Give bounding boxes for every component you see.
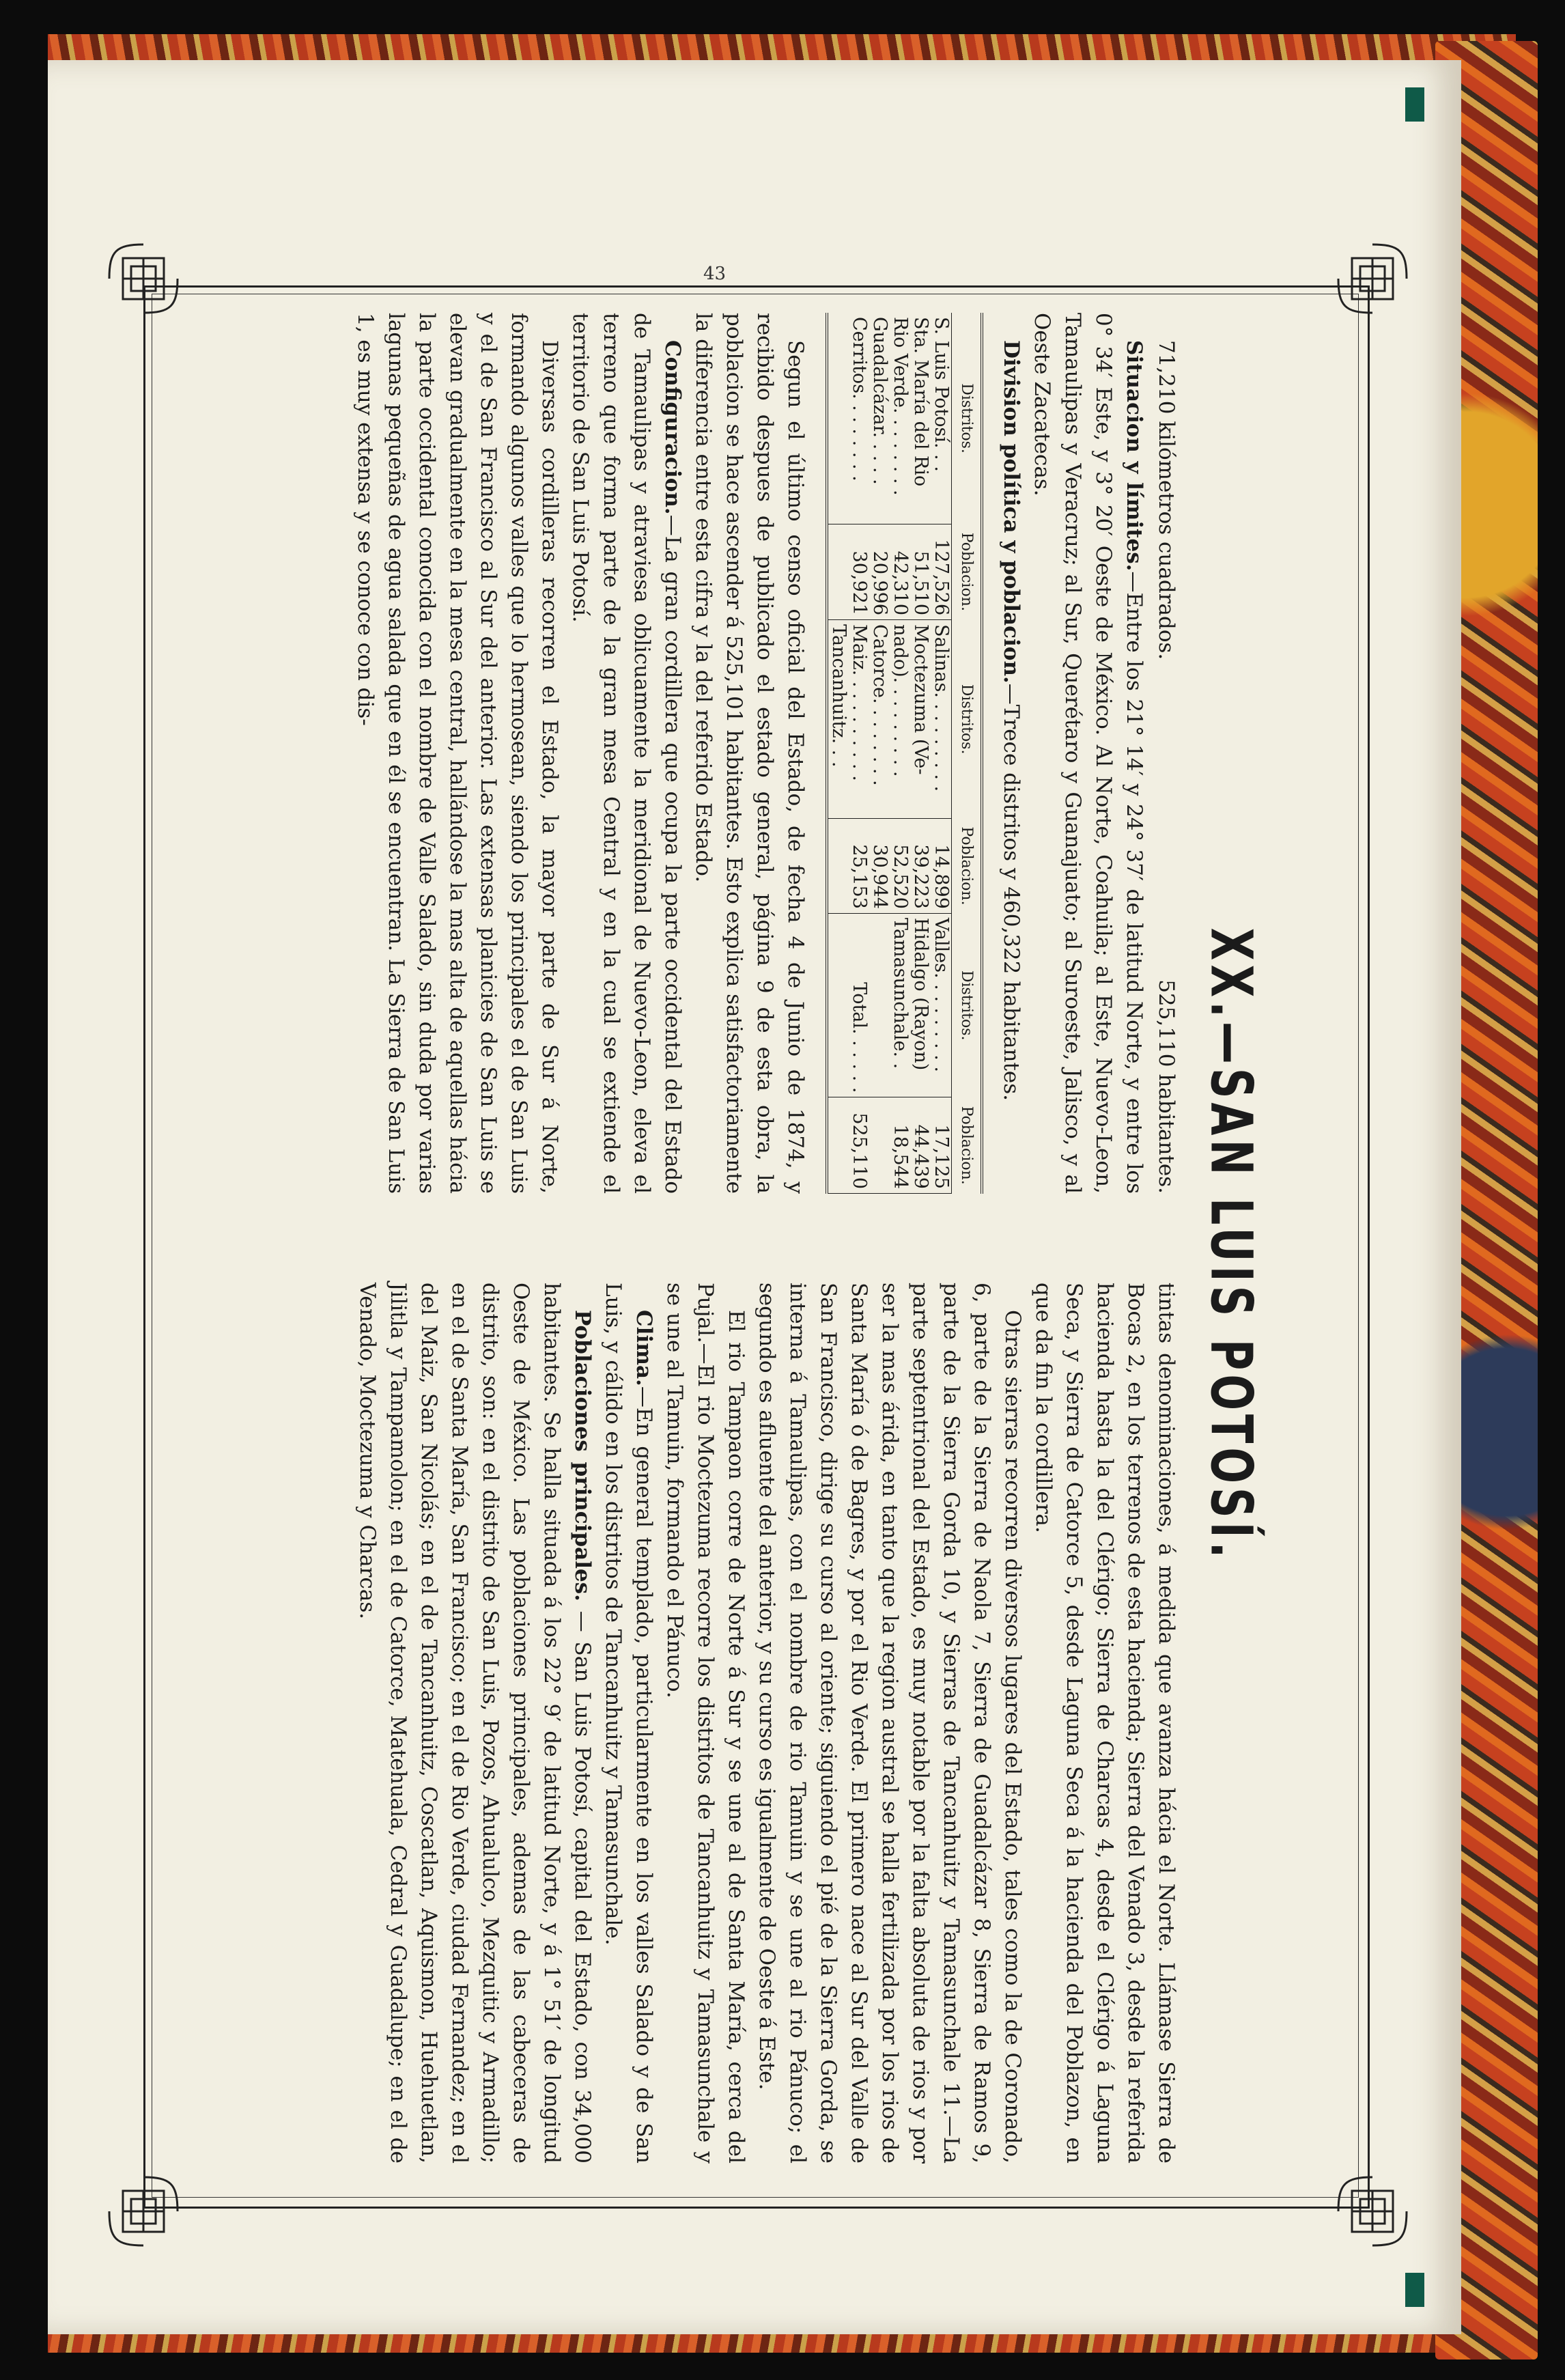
table-cell: 52,520	[890, 819, 910, 914]
paragraph	[1026, 313, 1149, 1194]
ribbon-bookmark-bottom	[1405, 2273, 1424, 2307]
table-header-cell: Distritos.	[952, 620, 983, 819]
population-table	[826, 313, 983, 1194]
table-header-cell: Poblacion.	[952, 819, 983, 914]
col2-paragraphs	[352, 1283, 1181, 2164]
table-row	[849, 313, 869, 1194]
paragraph	[688, 313, 810, 1194]
table-cell: 127,526	[931, 524, 952, 620]
table-cell: Maiz. . . . . . . . . .	[849, 624, 870, 781]
corner-ornament-bottom-left	[102, 2170, 184, 2252]
table-row	[890, 313, 910, 1194]
paragraph	[751, 1283, 1028, 2164]
paragraph-lead: Situacion y límites.	[1122, 340, 1146, 572]
paragraph-text: El rio Tampaon corre de Norte á Sur y se une al de Santa María, cerca del Pujal.—El rio Moctezuma recorre los distritos de Tancanhuitz y Tamasunchale y se une al Tamuin, formando el Pánuco.	[662, 1283, 748, 2164]
table-cell: Moctezuma (Ve-	[910, 624, 931, 775]
paragraph	[350, 313, 565, 1194]
table-row	[931, 313, 952, 1194]
table-cell: Sta. María del Rio	[910, 317, 931, 487]
table-row	[827, 313, 849, 1194]
table-cell: Total. . . . . .	[849, 982, 870, 1093]
corner-ornament-top-left	[102, 238, 184, 320]
rotated-text-block	[218, 313, 1284, 2177]
page-title: XX.—SAN LUIS POTOSÍ.	[1198, 927, 1265, 1563]
table-cell: 14,899	[931, 819, 952, 914]
paragraph	[996, 313, 1026, 1194]
table-cell	[869, 1097, 890, 1194]
table-cell: S. Luis Potosí. . .	[931, 317, 952, 472]
ribbon-bookmark-top	[1405, 87, 1424, 122]
col1-paragraphs-b	[350, 313, 810, 1194]
table-header-cell: Poblacion.	[952, 524, 983, 620]
table-body	[827, 313, 952, 1194]
table-header-cell: Poblacion.	[952, 1097, 983, 1194]
paragraph-lead: Division política y poblacion.	[999, 340, 1024, 684]
paragraph	[659, 1283, 751, 2164]
paragraph-lead: Clima.	[632, 1310, 656, 1386]
area-line	[1151, 313, 1181, 1194]
table-cell: 30,944	[869, 819, 890, 914]
corner-ornament-top-right	[1331, 238, 1413, 320]
paragraph	[565, 313, 688, 1194]
table-cell: Tancanhuitz. . .	[828, 624, 849, 768]
paragraph	[597, 1283, 659, 2164]
table-cell: Tamasunchale. .	[890, 917, 911, 1069]
table-cell: Guadalcázar. . . . .	[869, 317, 890, 485]
paragraph-text: —Entre los 21° 14′ y 24° 37′ de latitud Norte, y entre los 0° 34′ Este, y 3° 20′ Oeste de México. Al Norte, Coahuila; al Este, Nuevo-Leon, Tamaulipas y Veracruz; al Sur, Querétaro y Guanajuato; al Suroeste, Jalisco, y al Oeste Zacatecas.	[1030, 313, 1146, 1194]
table-cell	[869, 913, 890, 1097]
paragraph-text: Segun el último censo oficial del Estado, de fecha 4 de Junio de 1874, y recibido despues de publicado el estado general, página 9 de esta obra, la poblacion se hace ascender á 525,101 habitantes. Esto explica satisfactoriamente la diferencia entre esta cifra y la del referido Estado.	[691, 313, 808, 1194]
table-cell: Rio Verde. . . . . . . .	[890, 317, 911, 496]
table-row	[869, 313, 890, 1194]
paragraph-text: — San Luis Potosí, capital del Estado, con 34,000 habitantes. Se halla situada á los 22° 9′ de latitud Norte, y á 1° 51′ de longitud Oeste de México. Las poblaciones principales, ademas de las cabeceras de distrito, son: en el distrito de San Luis, Pozos, Ahualulco, Mezquitic y Armadillo; en el de Santa María, San Francisco; en el de Rio Verde, ciudad Fernandez; en el del Maiz, San Nicolás; en el de Tancanhuitz, Coscatlan, Aquismon, Huehuetlan, Jilitla y Tampamolon; en el de Catorce, Matehuala, Cedral y Guadalupe; en el de Venado, Moctezuma y Charcas.	[355, 1283, 595, 2164]
table-cell: nado). . . . . . . . .	[890, 624, 911, 777]
table-cell: 20,996	[869, 524, 890, 620]
table-cell: 18,544	[890, 1097, 910, 1194]
paragraph	[1028, 1283, 1181, 2164]
table-cell: 44,439	[910, 1097, 931, 1194]
population-value: 525,110 habitantes.	[1154, 979, 1179, 1194]
table-cell: Cerritos. . . . . . . .	[849, 317, 870, 481]
page-number: 43	[703, 264, 727, 284]
paragraph-text: —La gran cordillera que ocupa la parte occidental del Estado de Tamaulipas y atraviesa oblicuamente la meridional de Nuevo-Leon, eleva el terreno que forma parte de la gran mesa Central y en la cual se extiende el territorio de San Luis Potosí.	[568, 313, 685, 1194]
table-cell	[827, 313, 849, 524]
paragraph-text: —En general templado, particularmente en los valles Salado y de San Luis, y cálido en los distritos de Tancanhuitz y Tamasunchale.	[601, 1283, 656, 2164]
table-cell: 525,110	[849, 1097, 869, 1194]
right-column	[352, 1283, 1181, 2164]
table-cell	[827, 1097, 849, 1194]
paragraph-lead: Poblaciones principales.	[570, 1310, 595, 1601]
left-column	[350, 313, 1181, 1194]
paragraph	[352, 1283, 597, 2164]
table-cell: Valles. . . . . . . . .	[931, 917, 952, 1073]
table-header-cell: Distritos.	[952, 313, 983, 524]
table-cell: Catorce. . . . . . . .	[869, 624, 890, 786]
table-cell: 51,510	[910, 524, 931, 620]
table-cell	[827, 524, 849, 620]
table-cell	[827, 913, 849, 1097]
table-cell: 30,921	[849, 524, 869, 620]
paragraph-text: —Trece distritos y 460,322 habitantes.	[999, 683, 1024, 1102]
table-cell: Salinas. . . . . . . . .	[931, 624, 952, 792]
table-header-row	[952, 313, 983, 1194]
area-value: 71,210 kilómetros cuadrados.	[1154, 340, 1179, 660]
paragraph-text: Otras sierras recorren diversos lugares del Estado, tales como la de Coronado, 6, parte de la Sierra de Naola 7, Sierra de Guadalcázar 8, Sierra de Ramos 9, parte de la Sierra Gorda 10, y Sierras de Tancanhuitz y Tamasunchale 11.—La parte septentrional del Estado, es muy notable por la falta absoluta de rios y por ser la mas árida, en tanto que la region austral se halla fertilizada por los rios de Santa María ó de Bagres, y por el Rio Verde. El primero nace al Sur del Valle de San Francisco, dirige su curso al oriente; siguiendo el pié de la Sierra Gorda, se interna á Tamaulipas, con el nombre de rio Tamuin y se une al rio Pánuco; el segundo es afluente del anterior, y su curso es igualmente de Oeste á Este.	[755, 1283, 1025, 2164]
paragraph-text: tintas denominaciones, á medida que avanza hácia el Norte. Llámase Sierra de Bocas 2, en los terrenos de esta hacienda; Sierra del Venado 3, desde la referida hacienda hasta la del Clérigo; Sierra de Charcas 4, desde el Clérigo á Laguna Seca, y Sierra de Catorce 5, desde Laguna Seca á la hacienda del Poblazon, en que da fin la cordillera.	[1031, 1283, 1179, 2164]
table-row	[910, 313, 931, 1194]
table-header-cell: Distritos.	[952, 913, 983, 1097]
table-cell: Hidalgo (Rayon)	[910, 917, 931, 1071]
table-cell: 39,223	[910, 819, 931, 914]
table-cell: 25,153	[849, 819, 869, 914]
col1-paragraphs-a	[996, 313, 1149, 1194]
table-cell: 42,310	[890, 524, 910, 620]
paragraph-text: Diversas cordilleras recorren el Estado, la mayor parte de Sur á Norte, formando algunos valles que lo hermosean, siendo los principales el de San Luis y el de San Francisco al Sur del anterior. Las extensas planicies de San Luis se elevan gradualmente en la mesa central, hallándose la mas alta de aquellas hácia la parte occidental conocida con el nombre de Valle Salado, sin duda por varias lagunas pequeñas de agua salada que en él se encuentran. La Sierra de San Luis 1, es muy extensa y se conoce con dis-	[353, 313, 562, 1194]
book-page	[48, 60, 1461, 2334]
table-cell: 17,125	[931, 1097, 952, 1194]
paragraph-lead: Configuracion.	[660, 340, 685, 515]
corner-ornament-bottom-right	[1331, 2170, 1413, 2252]
table-cell	[827, 819, 849, 914]
